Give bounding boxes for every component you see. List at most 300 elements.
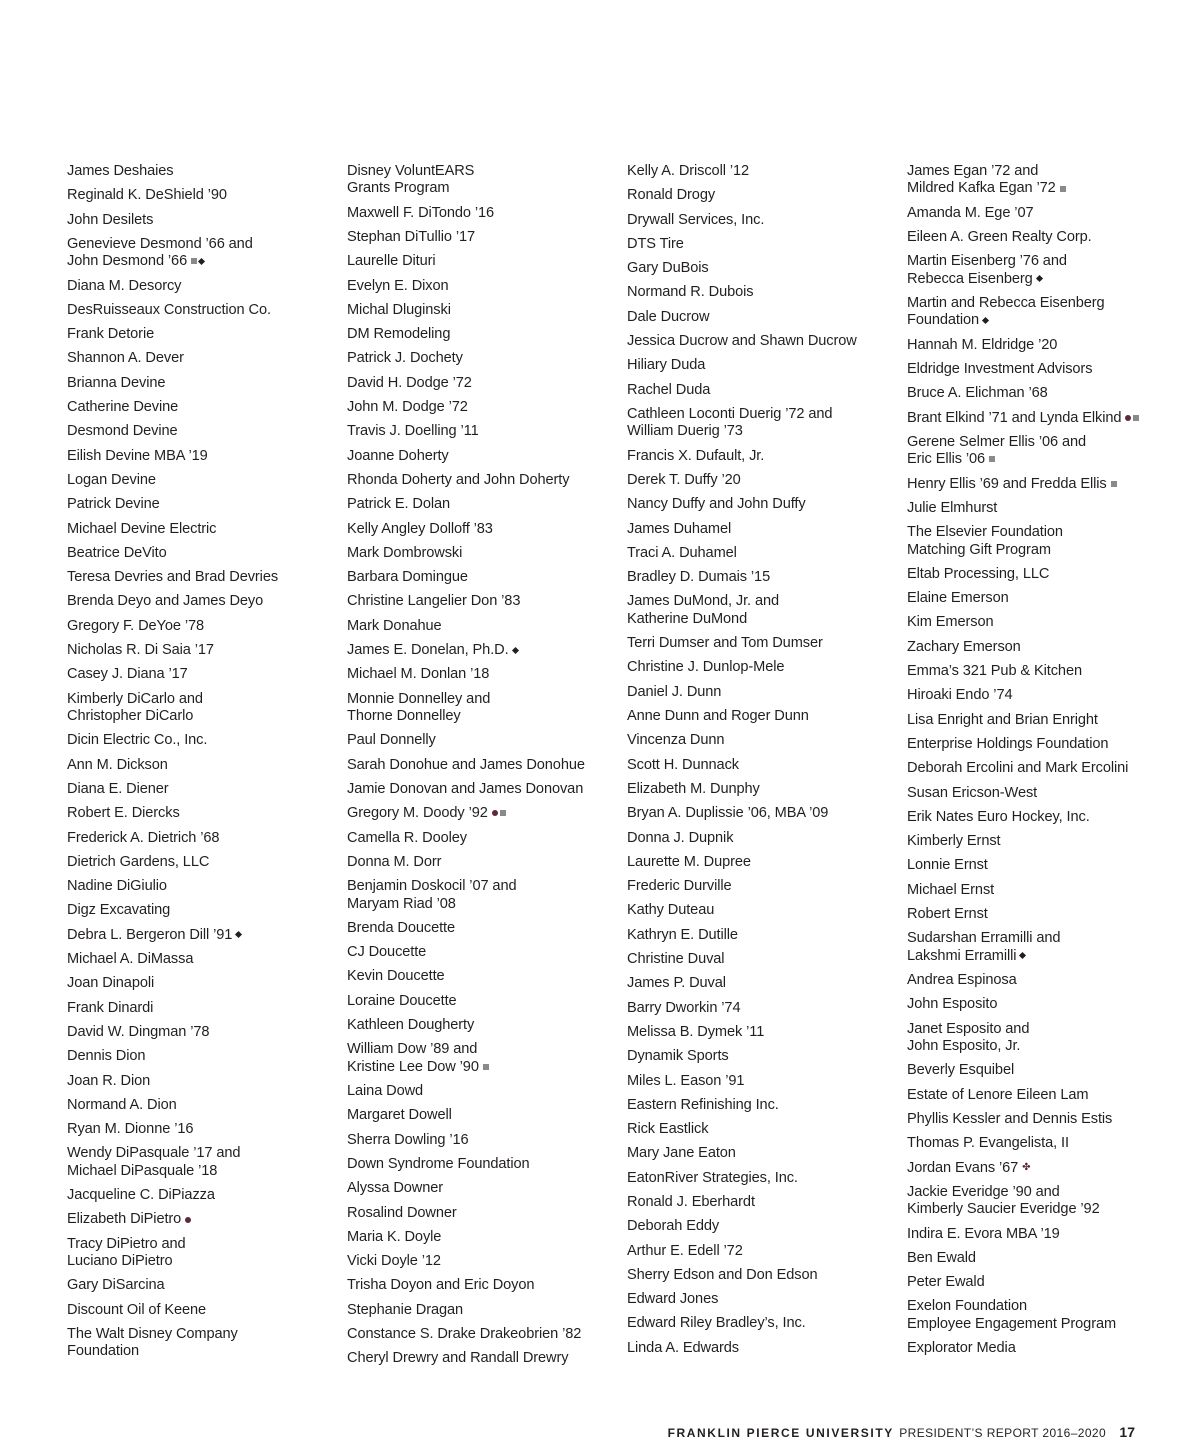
donor-name-line: Dicin Electric Co., Inc. [67, 732, 208, 749]
donor-name-line: Diana M. Desorcy [67, 277, 182, 294]
donor-name-line [347, 642, 617, 659]
donor-name-line: Hiroaki Endo ’74 [907, 687, 1013, 704]
donor-entry [907, 1340, 1147, 1357]
donor-name-line: Grants Program [347, 180, 450, 197]
donor-name-line: Patrick Devine [67, 496, 160, 513]
donor-entry [627, 1000, 897, 1017]
donor-name-line [907, 312, 1147, 329]
donor-entry [347, 1277, 617, 1294]
donor-name-line: Thomas P. Evangelista, II [907, 1135, 1069, 1152]
donor-name-line: Benjamin Doskocil ’07 and [347, 878, 517, 895]
donor-name-line: Elaine Emerson [907, 590, 1009, 607]
donor-name-line: Janet Esposito and [907, 1020, 1030, 1037]
donor-name-line: Ronald J. Eberhardt [627, 1193, 755, 1210]
donor-name-line: Mary Jane Eaton [627, 1145, 736, 1162]
donor-entry [347, 1205, 617, 1222]
donor-name-line: David H. Dodge ’72 [347, 374, 472, 391]
donor-entry [907, 1184, 1147, 1219]
donor-entry [347, 1017, 617, 1034]
donor-name-line: Susan Ericson-West [907, 784, 1038, 801]
donor-name-line: Enterprise Holdings Foundation [907, 735, 1109, 752]
donor-name-line: Elizabeth M. Dunphy [627, 780, 760, 797]
donor-entry [627, 406, 897, 441]
donor-entry [347, 757, 617, 774]
donor-name-line: John Esposito [907, 996, 998, 1013]
donor-entry [907, 337, 1147, 354]
donor-entry [347, 163, 617, 198]
donor-entry [67, 569, 337, 586]
donor-entry [67, 854, 337, 871]
donor-entry [347, 423, 617, 440]
donor-name-line: Eilish Devine MBA ’19 [67, 447, 208, 464]
donor-name-line: Anne Dunn and Roger Dunn [627, 708, 809, 725]
footer-university: FRANKLIN PIERCE UNIVERSITY [667, 1426, 894, 1440]
donor-name-line: Rick Eastlick [627, 1121, 709, 1138]
donor-entry [67, 927, 337, 944]
donor-entry [67, 1121, 337, 1138]
donor-entry [347, 448, 617, 465]
page-footer [668, 1424, 1135, 1440]
donor-name-line: Laurelle Dituri [347, 253, 436, 270]
donor-entry [627, 496, 897, 513]
donor-name-line: Andrea Espinosa [907, 972, 1017, 989]
donor-name-line: Frederic Durville [627, 878, 732, 895]
donor-name-line: Beatrice DeVito [67, 544, 167, 561]
donor-entry [67, 472, 337, 489]
donor-entry [347, 569, 617, 586]
donor-entry [347, 618, 617, 635]
donor-name-line: Terri Dumser and Tom Dumser [627, 635, 823, 652]
donor-name-line: Paul Donnelly [347, 732, 436, 749]
donor-name-line: John Desilets [67, 211, 154, 228]
donor-name-line [907, 180, 1147, 197]
donor-entry [907, 687, 1147, 704]
square-marker-icon [191, 258, 197, 264]
donor-name-line: Derek T. Duffy ’20 [627, 471, 741, 488]
donor-name-line: Michael M. Donlan ’18 [347, 666, 490, 683]
diamond-marker-icon [982, 317, 989, 324]
donor-name-line: Camella R. Dooley [347, 829, 467, 846]
donor-entry [67, 951, 337, 968]
donor-entry [907, 434, 1147, 469]
donor-entry [627, 1243, 897, 1260]
donor-entry [627, 1315, 897, 1332]
donor-entry [67, 975, 337, 992]
donor-entry [67, 1000, 337, 1017]
donor-name-line: Vincenza Dunn [627, 732, 725, 749]
donor-entry [907, 1298, 1147, 1333]
donor-name-text: Rebecca Eisenberg [907, 270, 1033, 287]
donor-entry [627, 1170, 897, 1187]
donor-name-line: Kathleen Dougherty [347, 1017, 475, 1034]
square-marker-icon [1111, 481, 1117, 487]
donor-column-2 [347, 163, 617, 1375]
donor-name-line [347, 1059, 617, 1076]
donor-name-line: Logan Devine [67, 471, 156, 488]
donor-name-line [67, 1211, 337, 1228]
donor-name-line: Tracy DiPietro and [67, 1235, 186, 1252]
donor-name-line: Vicki Doyle ’12 [347, 1253, 441, 1270]
donor-name-line: Travis J. Doelling ’11 [347, 423, 479, 440]
donor-entry [627, 236, 897, 253]
donor-name-line: Donna M. Dorr [347, 853, 442, 870]
diamond-marker-icon [1019, 952, 1026, 959]
donor-name-line: Julie Elmhurst [907, 499, 998, 516]
donor-name-line: Amanda M. Ege ’07 [907, 204, 1034, 221]
donor-name-text: Eric Ellis ’06 [907, 451, 986, 468]
donor-name-line: CJ Doucette [347, 944, 427, 961]
donor-entry [67, 666, 337, 683]
donor-name-line [67, 927, 337, 944]
donor-entry [627, 684, 897, 701]
donor-entry [907, 229, 1147, 246]
donor-entry [627, 757, 897, 774]
donor-entry [907, 1274, 1147, 1291]
donor-name-line: Constance S. Drake Drakeobrien ’82 [347, 1325, 582, 1342]
donor-entry [907, 566, 1147, 583]
donor-name-line: Christine Langelier Don ’83 [347, 593, 521, 610]
donor-name-text: John Desmond ’66 [67, 253, 188, 270]
donor-name-line: Michael DiPasquale ’18 [67, 1162, 218, 1179]
donor-entry [907, 476, 1147, 493]
donor-name-line: Joan R. Dion [67, 1072, 151, 1089]
donor-name-line: Edward Riley Bradley’s, Inc. [627, 1315, 806, 1332]
donor-name-line: Margaret Dowell [347, 1107, 452, 1124]
donor-name-line: Kevin Doucette [347, 968, 445, 985]
square-marker-icon [1060, 186, 1066, 192]
donor-name-text: Lakshmi Erramilli [907, 947, 1017, 964]
donor-name-line: Sherra Dowling ’16 [347, 1131, 469, 1148]
donor-entry [627, 1340, 897, 1357]
donor-entry [347, 521, 617, 538]
donor-entry [67, 691, 337, 726]
donor-name-line: Frank Detorie [67, 326, 155, 343]
donor-name-line: Loraine Doucette [347, 992, 457, 1009]
donor-entry [627, 1267, 897, 1284]
donor-name-line: Desmond Devine [67, 423, 178, 440]
donor-entry [627, 1073, 897, 1090]
donor-name-line: Brianna Devine [67, 374, 166, 391]
donor-name-line: Emma’s 321 Pub & Kitchen [907, 663, 1082, 680]
donor-entry [627, 1145, 897, 1162]
donor-name-line: Peter Ewald [907, 1274, 985, 1291]
donor-entry [907, 736, 1147, 753]
donor-entry [347, 1229, 617, 1246]
donor-entry [627, 187, 897, 204]
donor-entry [907, 1062, 1147, 1079]
donor-entry [907, 361, 1147, 378]
donor-name-line: Robert Ernst [907, 906, 988, 923]
donor-entry [907, 809, 1147, 826]
donor-entry [627, 927, 897, 944]
donor-name-line: Dale Ducrow [627, 308, 710, 325]
donor-name-line [907, 451, 1147, 468]
donor-entry [347, 805, 617, 822]
donor-entry [627, 212, 897, 229]
donor-entry [907, 857, 1147, 874]
donor-name-line: Bradley D. Dumais ’15 [627, 569, 771, 586]
donor-entry [67, 1326, 337, 1361]
donor-entry [627, 830, 897, 847]
donor-entry [347, 1302, 617, 1319]
donor-entry [627, 635, 897, 652]
donor-name-line: Employee Engagement Program [907, 1315, 1117, 1332]
donor-name-line: James Deshaies [67, 163, 174, 179]
donor-entry [347, 830, 617, 847]
donor-entry [627, 975, 897, 992]
donor-entry [907, 500, 1147, 517]
donor-name-line: James Duhamel [627, 520, 732, 537]
donor-entry [627, 521, 897, 538]
donor-name-line: Reginald K. DeShield ’90 [67, 187, 227, 204]
donor-name-line: Bruce A. Elichman ’68 [907, 385, 1048, 402]
square-marker-icon [1133, 415, 1139, 421]
donor-entry [67, 1236, 337, 1271]
donor-entry [67, 399, 337, 416]
square-marker-icon [989, 456, 995, 462]
donor-name-line: Miles L. Eason ’91 [627, 1072, 745, 1089]
donor-entry [347, 496, 617, 513]
donor-name-line: The Walt Disney Company [67, 1325, 238, 1342]
donor-name-line: Evelyn E. Dixon [347, 277, 449, 294]
donor-name-line: Stephan DiTullio ’17 [347, 229, 476, 245]
donor-entry [67, 350, 337, 367]
donor-entry [627, 284, 897, 301]
donor-entry [907, 253, 1147, 288]
donor-entry [347, 1253, 617, 1270]
circle-marker-icon [185, 1217, 191, 1223]
diamond-marker-icon [512, 647, 519, 654]
donor-name-line: Gerene Selmer Ellis ’06 and [907, 433, 1087, 450]
donor-name-line: Maria K. Doyle [347, 1228, 442, 1245]
donor-name-line: Down Syndrome Foundation [347, 1155, 530, 1172]
donor-entry [347, 993, 617, 1010]
donor-entry [347, 1180, 617, 1197]
donor-name-line: Eldridge Investment Advisors [907, 361, 1093, 377]
donor-entry [907, 295, 1147, 330]
donor-entry [627, 472, 897, 489]
footer-report-title: PRESIDENT’S REPORT 2016–2020 [899, 1426, 1107, 1440]
donor-name-line: Kelly Angley Dolloff ’83 [347, 520, 493, 537]
donor-name-line: Jackie Everidge ’90 and [907, 1183, 1060, 1200]
donor-name-text: Mildred Kafka Egan ’72 [907, 180, 1056, 197]
donor-entry [627, 708, 897, 725]
donor-entry [67, 236, 337, 271]
donor-entry [907, 163, 1147, 198]
donor-name-line: Beverly Esquibel [907, 1062, 1015, 1079]
donor-column-1 [67, 163, 337, 1368]
donor-entry [627, 732, 897, 749]
donor-entry [67, 732, 337, 749]
donor-name-line: Discount Oil of Keene [67, 1301, 207, 1318]
donor-name-line: Edward Jones [627, 1291, 719, 1308]
donor-name-line: DM Remodeling [347, 326, 451, 343]
donor-name-line: Joan Dinapoli [67, 975, 155, 992]
donor-name-line: Jamie Donovan and James Donovan [347, 780, 584, 797]
donor-name-line: Kimberly DiCarlo and [67, 690, 203, 707]
donor-entry [347, 1107, 617, 1124]
donor-entry [907, 1135, 1147, 1152]
donor-name-line: Gregory F. DeYoe ’78 [67, 617, 204, 634]
donor-name-line: The Elsevier Foundation [907, 524, 1063, 541]
donor-name-line: John M. Dodge ’72 [347, 399, 468, 416]
donor-name-line: Cathleen Loconti Duerig ’72 and [627, 405, 833, 422]
donor-name-line: Eastern Refinishing Inc. [627, 1096, 779, 1113]
donor-name-line: Foundation [67, 1343, 140, 1360]
donor-entry [347, 1041, 617, 1076]
donor-name-line: Barbara Domingue [347, 569, 468, 586]
donor-name-line: Christopher DiCarlo [67, 708, 194, 725]
donor-entry [67, 187, 337, 204]
donor-name-text: Jordan Evans ’67 [907, 1159, 1019, 1176]
donor-name-line [907, 271, 1147, 288]
donor-name-line: James DuMond, Jr. and [627, 593, 780, 610]
donor-entry [67, 1097, 337, 1114]
donor-entry [67, 1048, 337, 1065]
donor-entry [907, 1111, 1147, 1128]
donor-entry [67, 496, 337, 513]
donor-name-line: Eltab Processing, LLC [907, 565, 1050, 582]
donor-entry [627, 448, 897, 465]
donor-entry [627, 163, 897, 180]
donor-entry [67, 593, 337, 610]
donor-entry [627, 593, 897, 628]
donor-name-line: Deborah Eddy [627, 1218, 720, 1235]
circle-marker-icon [1125, 415, 1131, 421]
donor-entry [67, 1073, 337, 1090]
donor-name-line: Patrick E. Dolan [347, 496, 451, 513]
donor-name-line: Christine Duval [627, 951, 725, 968]
donor-name-line: Gary DuBois [627, 260, 709, 277]
donor-entry [67, 830, 337, 847]
donor-name-line: Robert E. Diercks [67, 805, 180, 822]
donor-entry [907, 760, 1147, 777]
donor-name-line: Joanne Doherty [347, 447, 449, 464]
donor-name-line: Arthur E. Edell ’72 [627, 1242, 743, 1259]
donor-entry [627, 902, 897, 919]
donor-name-line: Rachel Duda [627, 381, 711, 398]
donor-name-line: Maryam Riad ’08 [347, 895, 456, 912]
donor-name-line: Brenda Doucette [347, 919, 456, 936]
donor-entry [627, 1097, 897, 1114]
donor-name-line: Scott H. Dunnack [627, 756, 739, 773]
donor-entry [627, 1194, 897, 1211]
donor-name-line: Donna J. Dupnik [627, 829, 734, 846]
donor-name-line: DesRuisseaux Construction Co. [67, 301, 271, 318]
donor-entry [67, 618, 337, 635]
donor-name-line: Normand R. Dubois [627, 284, 754, 301]
donor-entry [67, 1302, 337, 1319]
donor-entry [347, 642, 617, 659]
donor-entry [347, 350, 617, 367]
donor-name-line: EatonRiver Strategies, Inc. [627, 1169, 798, 1186]
diamond-marker-icon [235, 931, 242, 938]
donor-name-line: Digz Excavating [67, 902, 171, 919]
donor-name-line: Bryan A. Duplissie ’06, MBA ’09 [627, 805, 829, 822]
donor-name-line: Explorator Media [907, 1340, 1016, 1357]
donor-name-line: Kathryn E. Dutille [627, 926, 738, 943]
donor-name-line: Stephanie Dragan [347, 1301, 464, 1318]
donor-name-line: Casey J. Diana ’17 [67, 666, 188, 683]
donor-entry [627, 569, 897, 586]
donor-name-line: Lisa Enright and Brian Enright [907, 711, 1098, 728]
donor-entry [907, 639, 1147, 656]
donor-entry [907, 1226, 1147, 1243]
donor-entry [67, 302, 337, 319]
page-number: 17 [1119, 1424, 1135, 1440]
donor-name-line: Dietrich Gardens, LLC [67, 853, 210, 870]
donor-entry [347, 278, 617, 295]
donor-entry [907, 1250, 1147, 1267]
donor-name-line [907, 476, 1147, 493]
donor-entry [67, 1187, 337, 1204]
diamond-marker-icon [198, 258, 205, 265]
donor-entry [627, 260, 897, 277]
donor-entry [67, 642, 337, 659]
donor-name-line: Ryan M. Dionne ’16 [67, 1121, 194, 1138]
donor-name-line: Kimberly Ernst [907, 833, 1001, 850]
donor-entry [907, 785, 1147, 802]
donor-entry [347, 593, 617, 610]
donor-name-line: Hiliary Duda [627, 357, 706, 374]
donor-name-line: Kimberly Saucier Everidge ’92 [907, 1201, 1100, 1218]
donor-entry [907, 972, 1147, 989]
donor-entry [347, 375, 617, 392]
donor-name-line: Teresa Devries and Brad Devries [67, 569, 279, 586]
donor-entry [907, 906, 1147, 923]
donor-name-text: James E. Donelan, Ph.D. [347, 642, 509, 659]
donor-entry [347, 944, 617, 961]
donor-name-line: Wendy DiPasquale ’17 and [67, 1145, 241, 1162]
donor-entry [907, 833, 1147, 850]
donor-name-line: Genevieve Desmond ’66 and [67, 235, 253, 252]
donor-entry [67, 212, 337, 229]
donor-name-line: William Dow ’89 and [347, 1041, 478, 1058]
donor-name-line: Alyssa Downer [347, 1180, 444, 1197]
donor-name-line: Kim Emerson [907, 614, 994, 631]
donor-entry [907, 205, 1147, 222]
donor-name-line: Nancy Duffy and John Duffy [627, 496, 806, 513]
donor-name-line: Kelly A. Driscoll ’12 [627, 163, 749, 179]
donor-name-line: Mark Dombrowski [347, 544, 463, 561]
donor-name-line: Martin Eisenberg ’76 and [907, 253, 1067, 270]
donor-entry [347, 878, 617, 913]
donor-name-line: Jessica Ducrow and Shawn Ducrow [627, 333, 857, 350]
donor-entry [67, 278, 337, 295]
donor-name-line: Nicholas R. Di Saia ’17 [67, 642, 214, 659]
donor-name-line: Daniel J. Dunn [627, 683, 722, 700]
donor-entry [347, 968, 617, 985]
donor-entry [907, 614, 1147, 631]
donor-entry [67, 1024, 337, 1041]
donor-name-line: Catherine Devine [67, 399, 179, 416]
donor-entry [907, 930, 1147, 965]
donor-entry [907, 410, 1147, 427]
donor-name-line: Jacqueline C. DiPiazza [67, 1187, 215, 1204]
donor-name-line: Sarah Donohue and James Donohue [347, 756, 585, 773]
donor-entry [907, 524, 1147, 559]
donor-name-line: Luciano DiPietro [67, 1253, 173, 1270]
donor-entry [347, 545, 617, 562]
donor-name-line: Cheryl Drewry and Randall Drewry [347, 1350, 569, 1367]
donor-name-line: Shannon A. Dever [67, 350, 184, 367]
donor-entry [347, 253, 617, 270]
donor-name-line: Dynamik Sports [627, 1048, 729, 1065]
donor-name-line: Laina Dowd [347, 1083, 424, 1100]
donor-name-line: Martin and Rebecca Eisenberg [907, 295, 1105, 311]
donor-entry [67, 326, 337, 343]
donor-name-line: Melissa B. Dymek ’11 [627, 1023, 765, 1040]
